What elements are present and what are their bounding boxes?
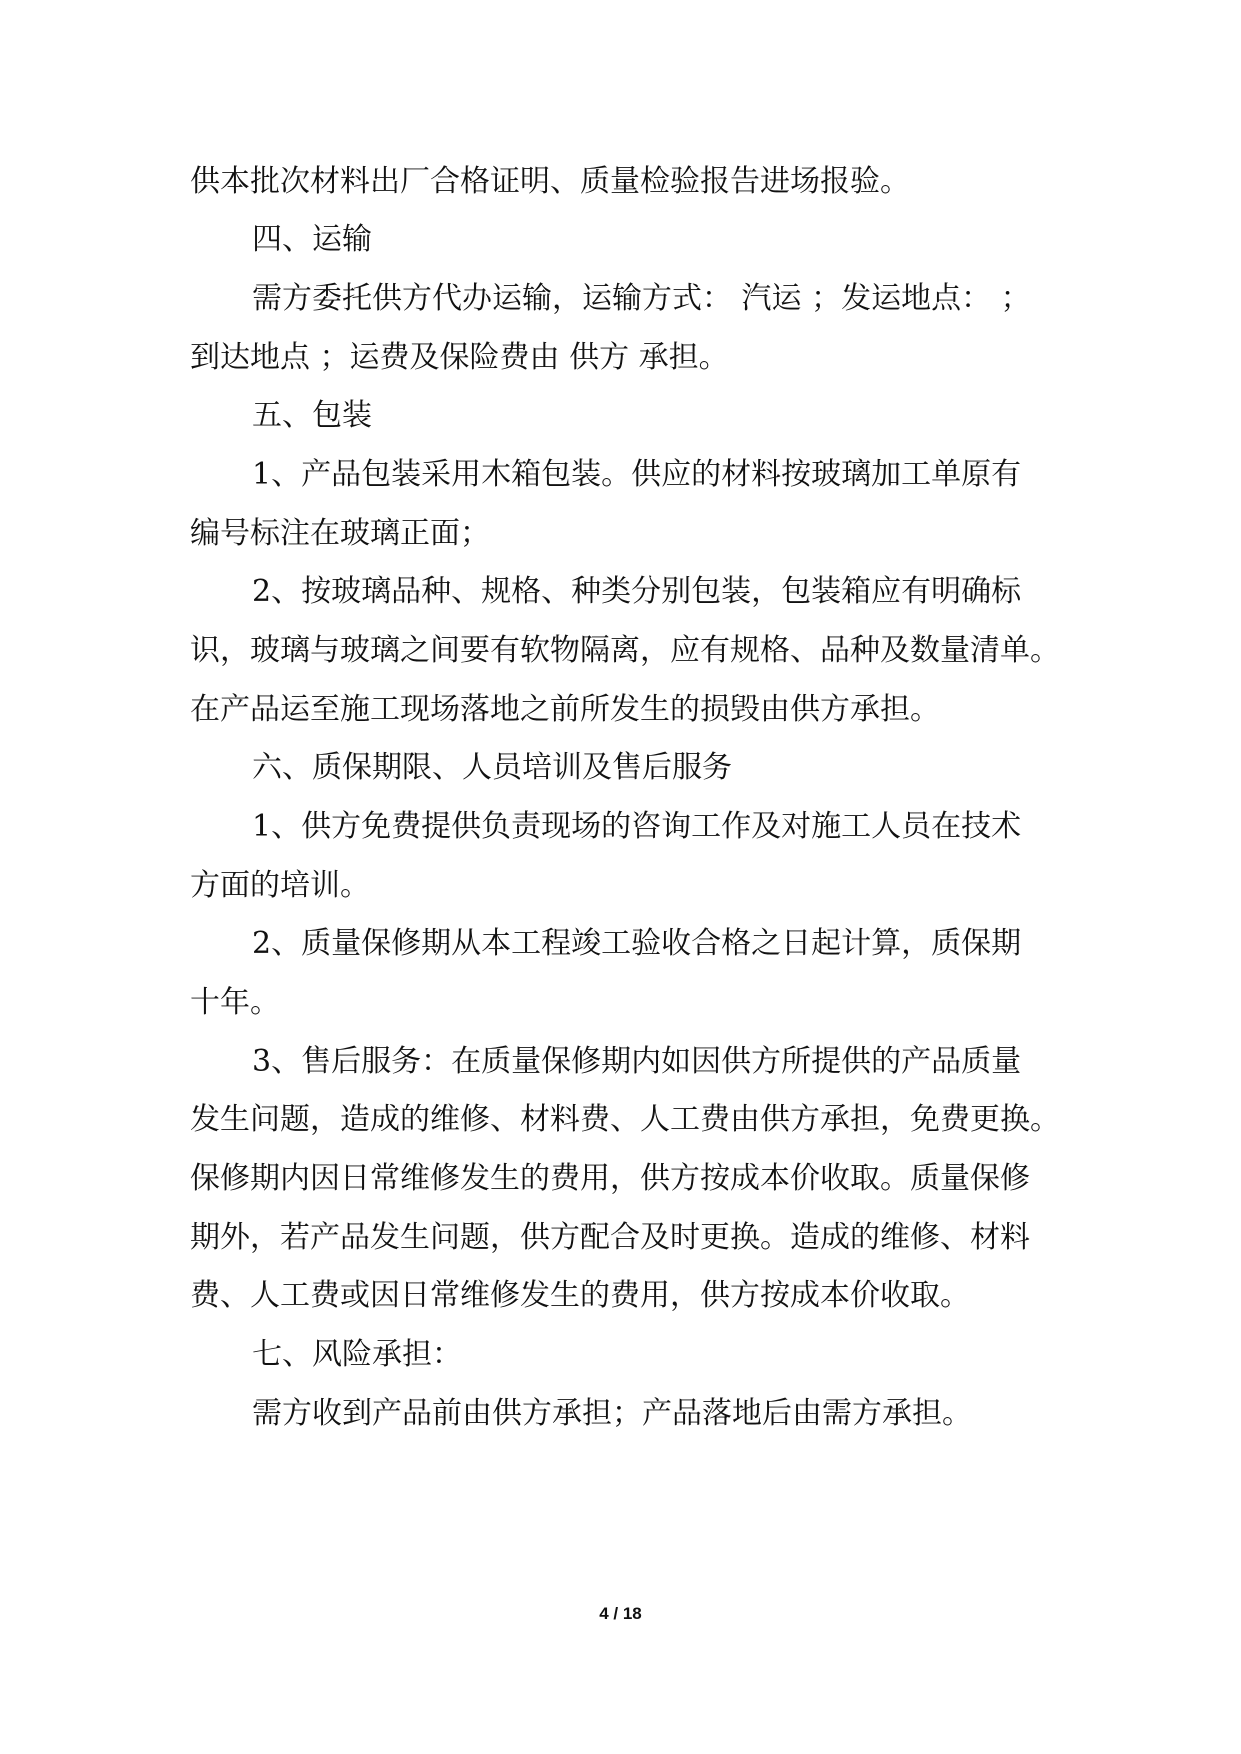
body-text-line: 1、供方免费提供负责现场的咨询工作及对施工人员在技术 xyxy=(252,809,1022,844)
body-text-line: 在产品运至施工现场落地之前所发生的损毁由供方承担。 xyxy=(190,692,940,727)
body-text-line: 保修期内因日常维修发生的费用，供方按成本价收取。质量保修 xyxy=(190,1161,1030,1196)
body-text-line: 费、人工费或因日常维修发生的费用，供方按成本价收取。 xyxy=(190,1278,970,1313)
body-text-line: 识，玻璃与玻璃之间要有软物隔离，应有规格、品种及数量清单。 xyxy=(190,633,1060,668)
body-text-line: 需方收到产品前由供方承担；产品落地后由需方承担。 xyxy=(252,1396,972,1431)
body-text-line: 需方委托供方代办运输，运输方式： 汽运 ；发运地点： ； xyxy=(252,281,1031,316)
body-text-line: 方面的培训。 xyxy=(190,868,370,903)
body-text-line: 期外，若产品发生问题，供方配合及时更换。造成的维修、材料 xyxy=(190,1220,1030,1255)
section-heading-warranty: 六、质保期限、人员培训及售后服务 xyxy=(252,750,732,785)
body-text-line: 到达地点 ；运费及保险费由 供方 承担。 xyxy=(190,340,729,375)
body-text-line: 十年。 xyxy=(190,985,280,1020)
page-number: 4 / 18 xyxy=(599,1604,642,1623)
body-text-line: 2、按玻璃品种、规格、种类分别包装，包装箱应有明确标 xyxy=(252,574,1022,609)
body-text-line: 编号标注在玻璃正面； xyxy=(190,516,490,551)
section-heading-transport: 四、运输 xyxy=(252,222,372,257)
body-text-line: 供本批次材料出厂合格证明、质量检验报告进场报验。 xyxy=(190,164,910,199)
body-text-line: 2、质量保修期从本工程竣工验收合格之日起计算，质保期 xyxy=(252,926,1022,961)
body-text-line: 发生问题，造成的维修、材料费、人工费由供方承担，免费更换。 xyxy=(190,1102,1060,1137)
section-heading-risk: 七、风险承担： xyxy=(252,1337,462,1372)
body-text-line: 3、售后服务：在质量保修期内如因供方所提供的产品质量 xyxy=(252,1044,1022,1079)
section-heading-packaging: 五、包装 xyxy=(252,398,372,433)
body-text-line: 1、产品包装采用木箱包装。供应的材料按玻璃加工单原有 xyxy=(252,457,1022,492)
